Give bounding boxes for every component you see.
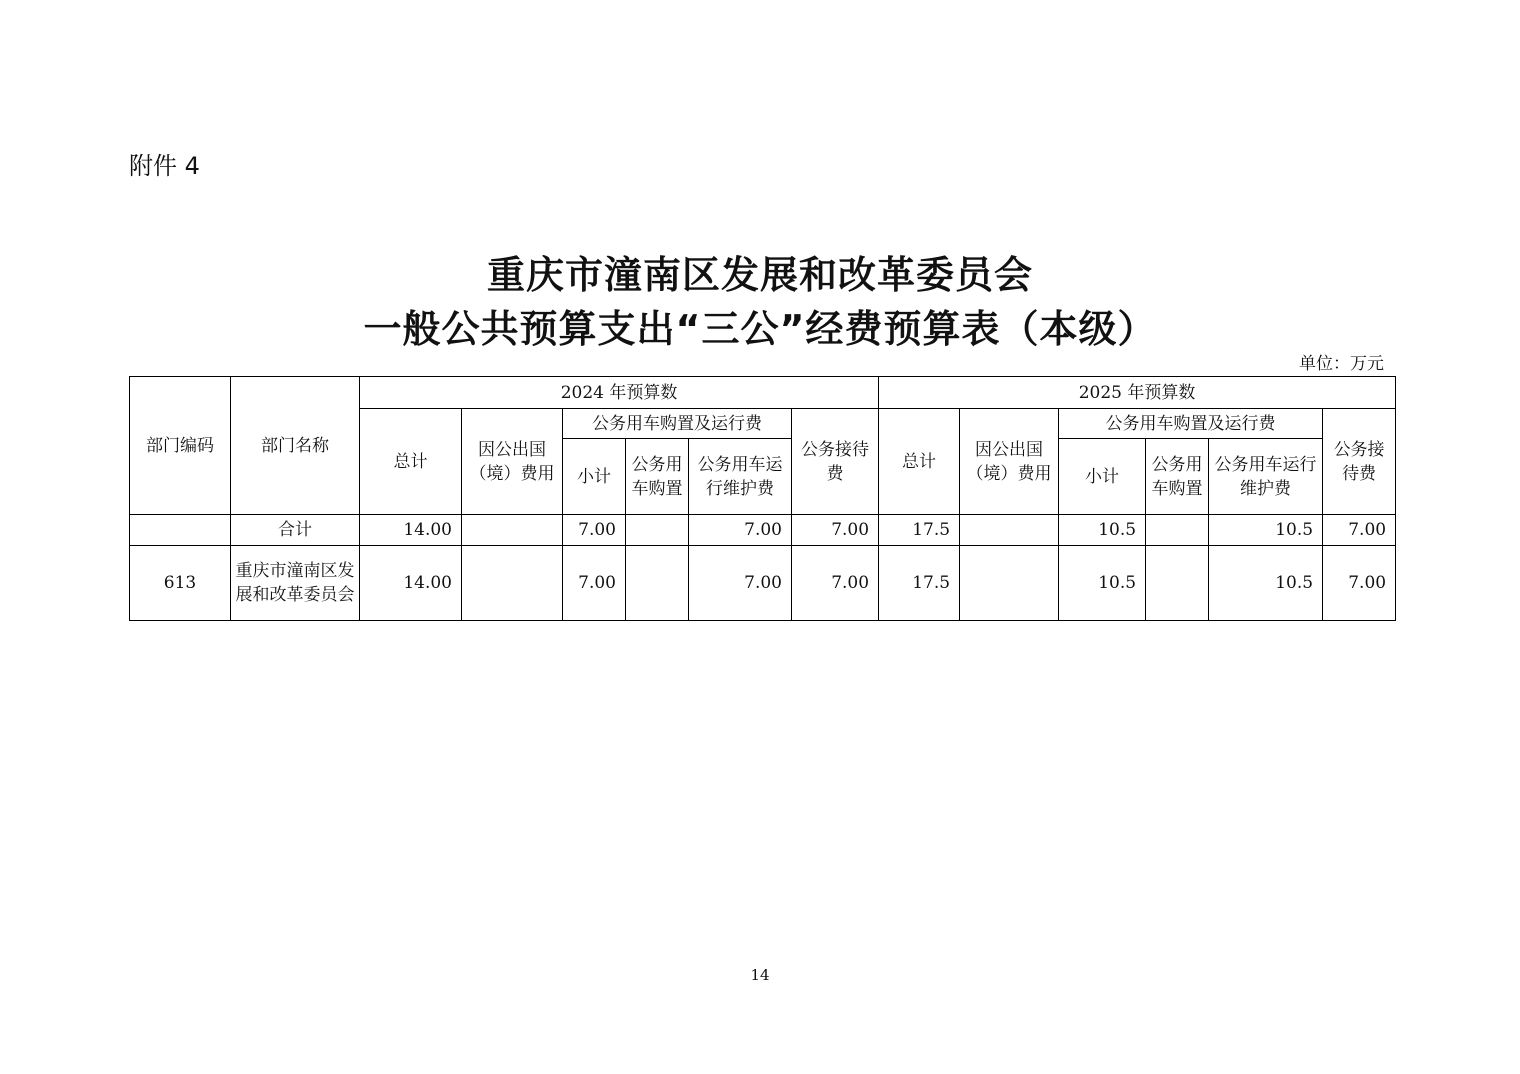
cell-subtotal-2025: 10.5 (1059, 546, 1146, 621)
cell-subtotal-2024: 7.00 (563, 546, 626, 621)
cell-maintenance-2024: 7.00 (689, 515, 792, 546)
cell-total-2025: 17.5 (879, 546, 960, 621)
header-vehicle-maintenance-2025: 公务用车运行维护费 (1209, 439, 1323, 515)
header-vehicle-purchase-2024: 公务用车购置 (626, 439, 689, 515)
header-dept-name: 部门名称 (231, 377, 360, 515)
cell-reception-2024: 7.00 (792, 546, 879, 621)
cell-name: 重庆市潼南区发展和改革委员会 (231, 546, 360, 621)
budget-table (129, 376, 1396, 621)
cell-overseas-2025 (960, 546, 1059, 621)
header-overseas-2024: 因公出国（境）费用 (462, 409, 563, 515)
cell-overseas-2025 (960, 515, 1059, 546)
cell-total-2024: 14.00 (360, 546, 462, 621)
header-vehicle-group-2024: 公务用车购置及运行费 (563, 409, 792, 439)
header-subtotal-2025: 小计 (1059, 439, 1146, 515)
title-line-2: 一般公共预算支出“三公”经费预算表（本级） (363, 307, 1157, 351)
cell-code (130, 515, 231, 546)
header-reception-2024: 公务接待费 (792, 409, 879, 515)
cell-maintenance-2025: 10.5 (1209, 546, 1323, 621)
cell-overseas-2024 (462, 515, 563, 546)
header-overseas-2025: 因公出国（境）费用 (960, 409, 1059, 515)
cell-name: 合计 (231, 515, 360, 546)
unit-label: 单位：万元 (1299, 354, 1384, 374)
cell-maintenance-2024: 7.00 (689, 546, 792, 621)
header-vehicle-purchase-2025: 公务用车购置 (1146, 439, 1209, 515)
cell-purchase-2024 (626, 515, 689, 546)
header-vehicle-group-2025: 公务用车购置及运行费 (1059, 409, 1323, 439)
header-subtotal-2024: 小计 (563, 439, 626, 515)
cell-code: 613 (130, 546, 231, 621)
header-total-2024: 总计 (360, 409, 462, 515)
cell-purchase-2025 (1146, 515, 1209, 546)
cell-total-2024: 14.00 (360, 515, 462, 546)
attachment-label: 附件 4 (129, 152, 200, 180)
cell-reception-2025: 7.00 (1323, 546, 1396, 621)
cell-maintenance-2025: 10.5 (1209, 515, 1323, 546)
cell-reception-2025: 7.00 (1323, 515, 1396, 546)
title-line-1: 重庆市潼南区发展和改革委员会 (486, 253, 1033, 297)
header-year-2024: 2024 年预算数 (360, 377, 879, 409)
cell-reception-2024: 7.00 (792, 515, 879, 546)
cell-purchase-2024 (626, 546, 689, 621)
cell-total-2025: 17.5 (879, 515, 960, 546)
table-row-dept (130, 546, 1396, 621)
header-row-years (130, 377, 1396, 409)
header-vehicle-maintenance-2024: 公务用车运行维护费 (689, 439, 792, 515)
page-number: 14 (750, 966, 770, 984)
cell-purchase-2025 (1146, 546, 1209, 621)
header-total-2025: 总计 (879, 409, 960, 515)
cell-subtotal-2025: 10.5 (1059, 515, 1146, 546)
cell-subtotal-2024: 7.00 (563, 515, 626, 546)
header-reception-2025: 公务接待费 (1323, 409, 1396, 515)
cell-overseas-2024 (462, 546, 563, 621)
header-year-2025: 2025 年预算数 (879, 377, 1396, 409)
table-row-total (130, 515, 1396, 546)
header-dept-code: 部门编码 (130, 377, 231, 515)
